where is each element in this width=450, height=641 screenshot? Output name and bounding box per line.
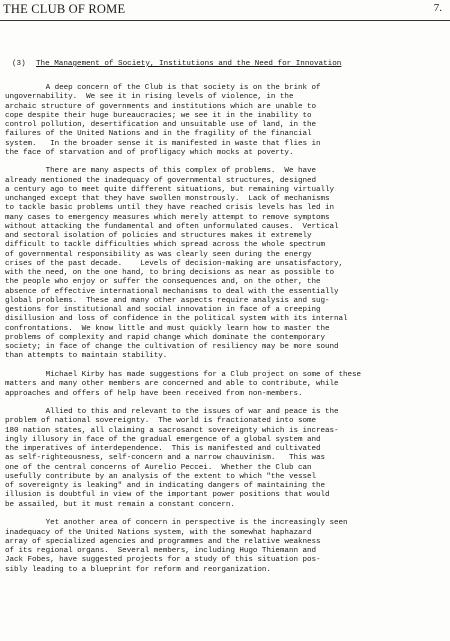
header-divider bbox=[0, 20, 450, 21]
body-text bbox=[5, 84, 437, 584]
page-header bbox=[0, 0, 450, 20]
paragraph-4: Allied to this and relevant to the issues of war and peace is the problem of national sovereignty. The world is fractionated into some 180 nation states, all claiming a sacrosanct sovereignty which is increas- ingly illusory in face of the gradual emergence of a global system and the imperatives of interdependence. This is manifested and cultivated as self-righteousness, self-concern and a narrow chauvinism. This was one of the central concerns of Aurelio Peccei. Whether the Club can usefully contribute by an analysis of the extent to which "the vessel of sovereignty is leaking" and in indicating dangers of maintaining the illusion is doubtful in view of the important power positions that would be assailed, but it must remain a constant concern. bbox=[5, 408, 339, 509]
paragraph-1: A deep concern of the Club is that society is on the brink of ungovernability. We see it in rising levels of violence, in the archaic structure of governments and institutions which are unable to cope despite their huge bureaucracies; we see it in the inability to control pollution, desertification and unsuitable use of land, in the failures of the United Nations and in the fragility of the financial system. In the broader sense it is manifested in waste that flies in the face of starvation and of profligacy which mocks at poverty. bbox=[5, 84, 321, 157]
section-heading bbox=[12, 59, 432, 69]
header-title: THE CLUB OF ROME bbox=[3, 2, 126, 16]
section-title: The Management of Society, Institutions and the Need for Innovation bbox=[36, 60, 342, 68]
page-number: 7. bbox=[433, 2, 442, 14]
paragraph-5: Yet another area of concern in perspective is the increasingly seen inadequacy of the United Nations system, with the somewhat haphazard array of specialized agencies and programmes and the relative weakness of its regional organs. Several members, including Hugo Thiemann and Jack Fobes, have suggested projects for a study of this situation pos- sibly leading to a blueprint for reform and reorganization. bbox=[5, 519, 348, 574]
section-number: (3) bbox=[12, 60, 26, 68]
paragraph-3: Michael Kirby has made suggestions for a Club project on some of these matters and many other members are concerned and able to contribute, while approaches and offers of help have been received from non-members. bbox=[5, 371, 362, 398]
paragraph-2: There are many aspects of this complex of problems. We have already mentioned the inadequacy of governmental structures, designed a century ago to meet quite different situations, but remaining virtually unchanged except that they have swollen monstrously. Lack of mechanisms to tackle basic problems until they have reached crisis levels has led in many cases to emergency measures which merely attempt to remove symptoms without attacking the fundamental and often unformulated causes. Vertical and sectoral isolation of policies and structures makes it extremely difficult to tackle difficulties which spread across the whole spectrum of governmental responsibility as was clearly seen during the energy crises of the past decade. Levels of decision-making are unsatisfactory, with the need, on the one hand, to bring decisions as near as possible to the people who enjoy or suffer the consequences and, on the other, the absence of effective international mechanisms to deal with the essentially global problems. These and many other aspects require analysis and sug- gestions for institutional and social innovation in face of a creeping disillusion and loss of confidence in the political system with its internal confrontations. We know little and must quickly learn how to master the problems of complexity and rapid change which dominate the contemporary society; in face of change the cultivation of resiliency may be more sound than attempts to maintain stability. bbox=[5, 167, 348, 361]
